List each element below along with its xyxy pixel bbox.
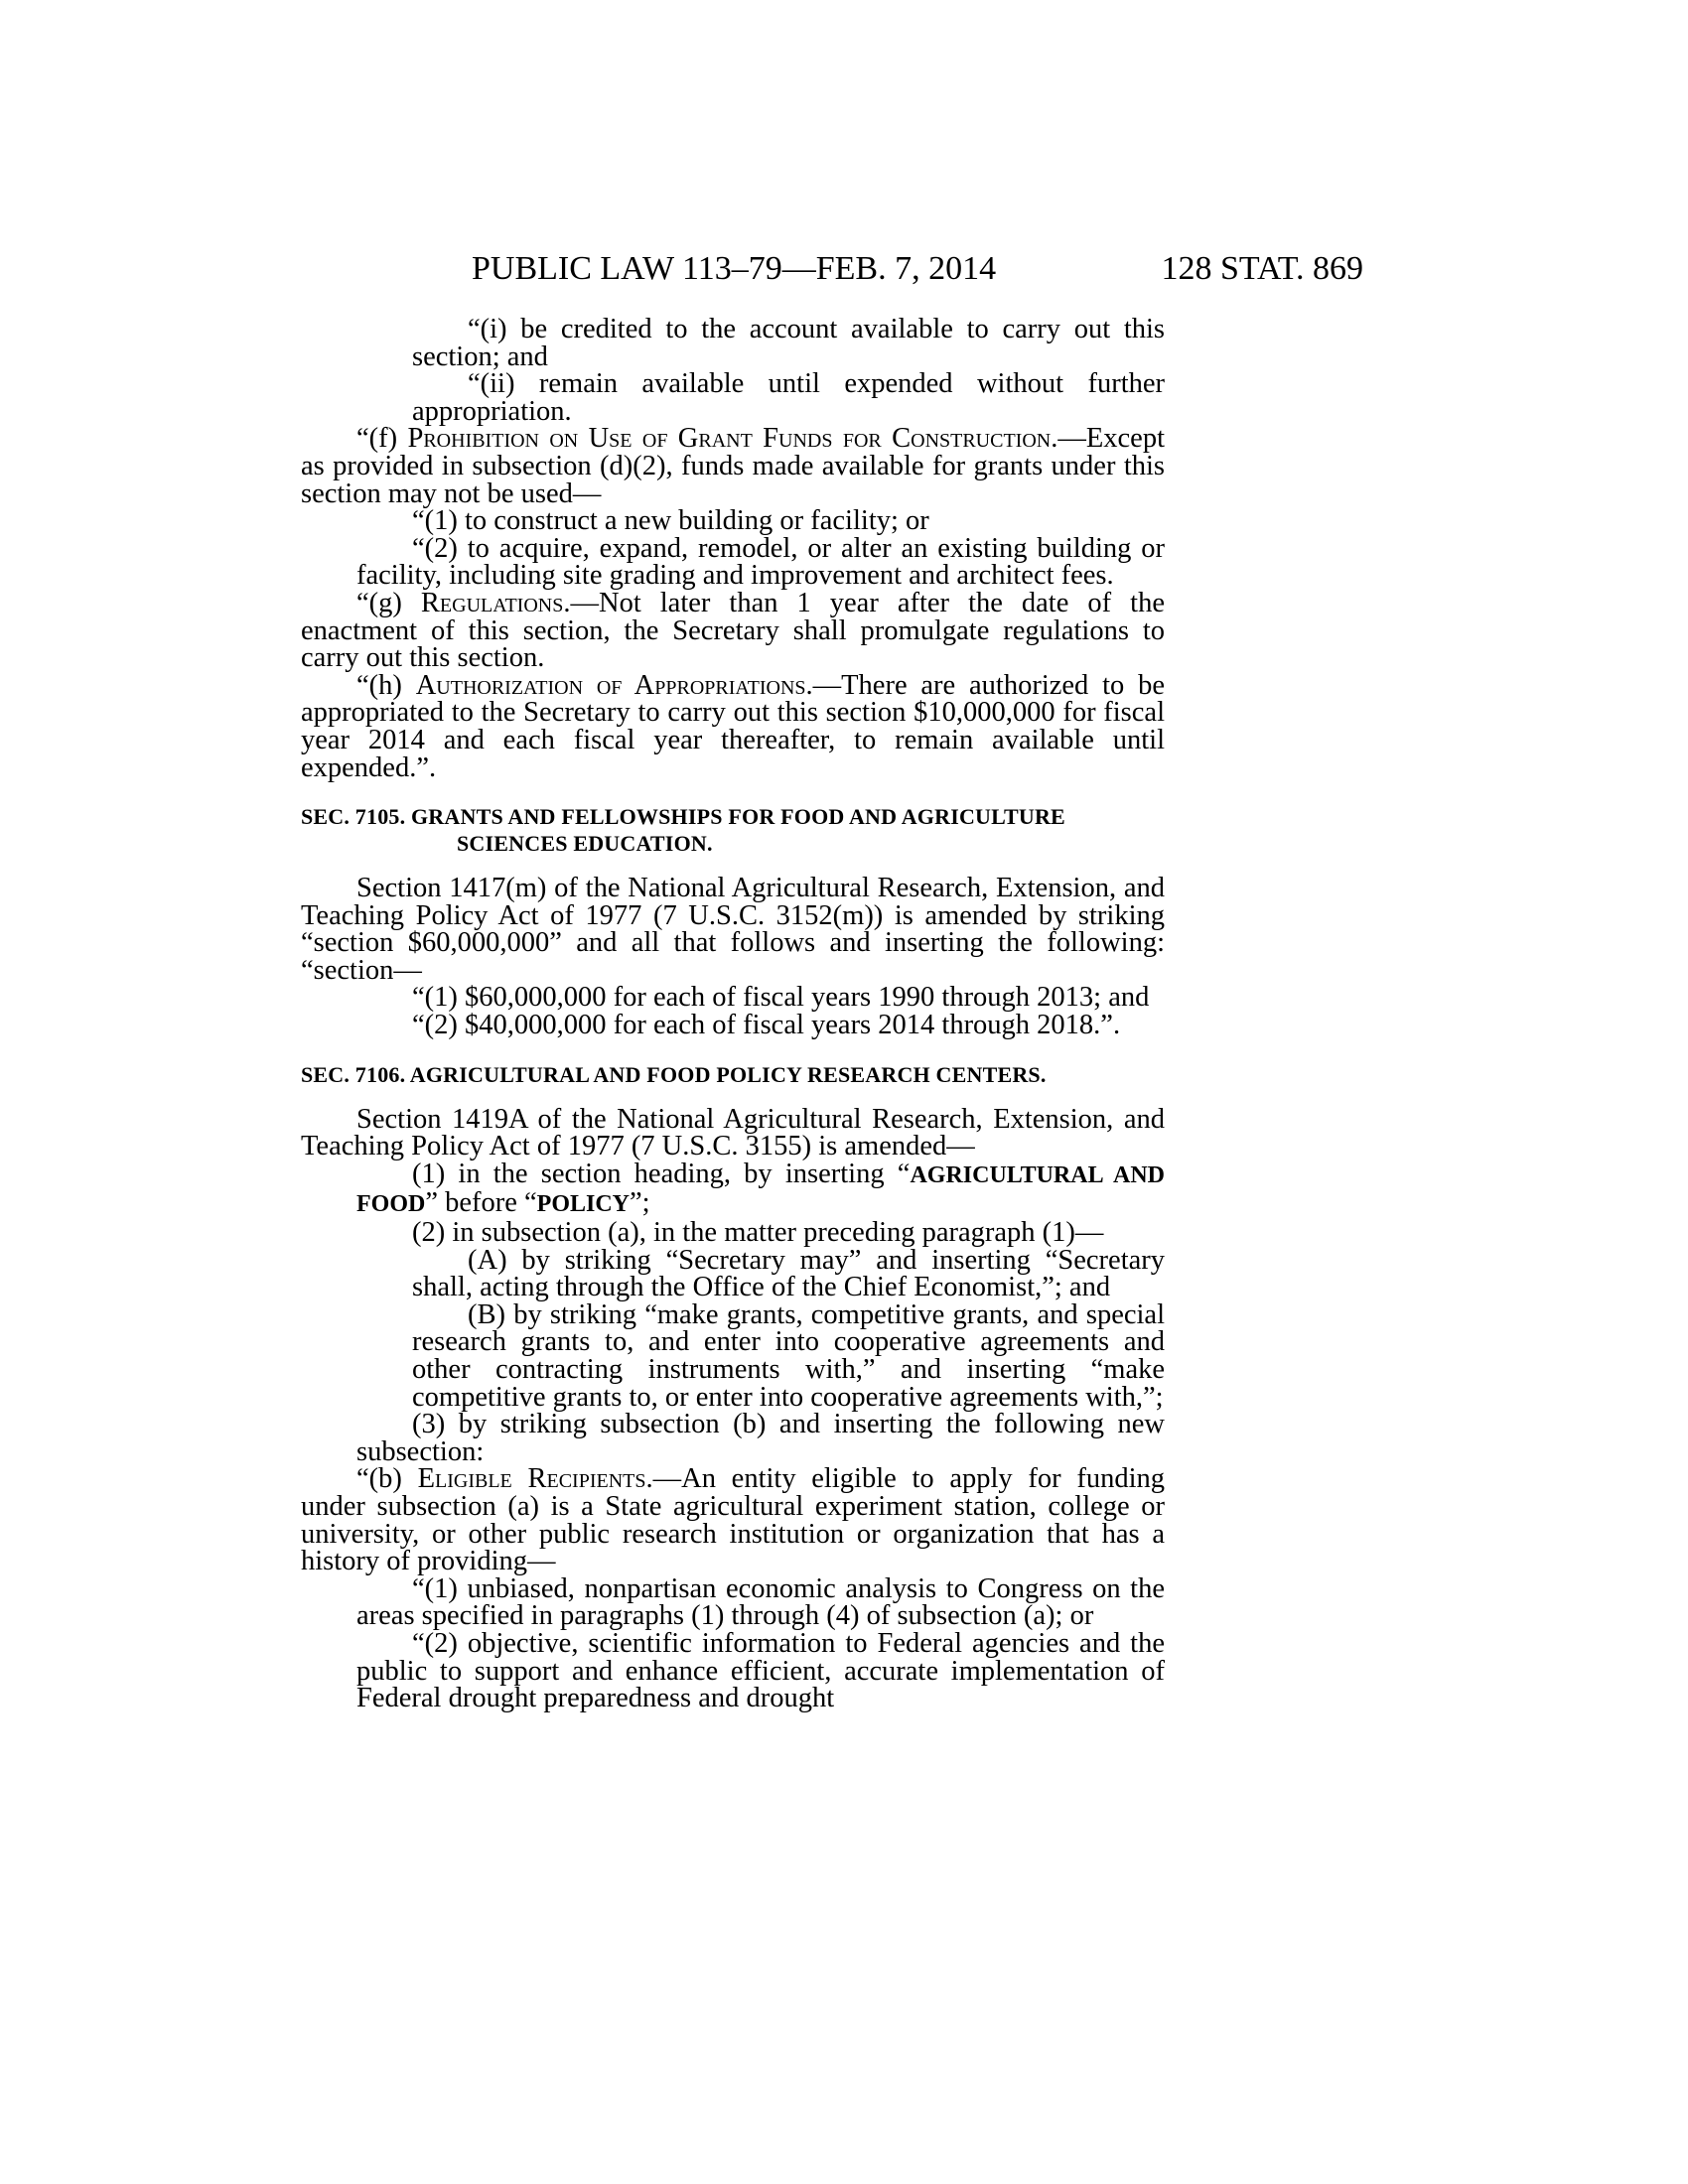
section-7106-text: Section 1419A of the National Agricultural Research, Extension, and Teaching Policy Act of 1977 (7 U.S.C. 3155) is amended— [301,1103,1165,1162]
subsection-h-heading: Authorization of Appropriations [415,669,806,701]
para-1-text-a: (1) in the section heading, by inserting “ [412,1158,911,1189]
para-1-text-b: ” before “ [425,1187,537,1219]
section-7106-para-1 [301,1160,1165,1219]
para-e-ii: “(ii) remain available until expended without further appropriation. [412,368,1165,427]
section-7105-text: Section 1417(m) of the National Agricultural Research, Extension, and Teaching Policy Act of 1977 (7 U.S.C. 3152(m)) is amended by striking “section $60,000,000” and all that follows and inserting the following: “section— [301,873,1165,986]
subsection-h-marker: “(h) [356,669,416,701]
section-7106-para-3: (3) by striking subsection (b) and inserting the following new subsection: [356,1409,1165,1467]
para-1-bold-policy: POLICY [536,1191,631,1218]
page-header-stat-citation: 128 STAT. 869 [1161,250,1363,287]
subsection-h-text: .—There are authorized to be appropriated to the Secretary to carry out this section $10,000,000 for fiscal year 2014 and each fiscal year thereafter, to remain available until expended.”. [301,669,1165,783]
subsection-b [301,1463,1165,1577]
subsection-g-marker: “(g) [356,587,421,618]
para-f-1: “(1) to construct a new building or facility; or [412,505,929,537]
subsection-b-text: .—An entity eligible to apply for funding under subsection (a) is a State agricultural experiment station, college or university, or other public research institution or organization that has a history of providing— [301,1463,1165,1577]
para-b-1: “(1) unbiased, nonpartisan economic analysis to Congress on the areas specified in paragraphs (1) through (4) of subsection (a); or [356,1572,1165,1632]
subsection-g [301,587,1165,674]
para-b-2: “(2) objective, scientific information to Federal agencies and the public to support and enhance efficient, accurate implementation of Federal drought preparedness and drought [356,1627,1165,1714]
subsection-b-heading: Eligible Recipients [417,1463,646,1495]
page-header-title: PUBLIC LAW 113–79—FEB. 7, 2014 [472,250,997,287]
subsection-g-heading: Regulations [420,587,564,618]
subsection-g-text: .—Not later than 1 year after the date of the enactment of this section, the Secretary shall promulgate regulations to carry out this section. [301,587,1165,674]
section-7106-para-2: (2) in subsection (a), in the matter preceding paragraph (1)— [412,1217,1104,1249]
para-1-bold-agricultural-and-food: AGRICULTURAL AND FOOD [356,1161,1165,1218]
section-7105-heading: SEC. 7105. GRANTS AND FELLOWSHIPS FOR FOOD AND AGRICULTURE SCIENCES EDUCATION. [301,804,1065,857]
subsection-f-text: .—Except as provided in subsection (d)(2), funds made available for grants under this section may not be used— [301,423,1165,509]
section-7106-para-2-A: (A) by striking “Secretary may” and inserting “Secretary shall, acting through the Office of the Chief Economist,”; and [412,1244,1165,1303]
subsection-h [301,669,1165,783]
para-f-2: “(2) to acquire, expand, remodel, or alter an existing building or facility, including site grading and improvement and architect fees. [356,532,1165,592]
subsection-f [301,425,1165,507]
para-e-i: “(i) be credited to the account available to carry out this section; and [412,314,1165,372]
document-body [301,316,1165,1712]
section-7106-para-2-B: (B) by striking “make grants, competitive grants, and special research grants to, and enter into cooperative agreements and other contracting instruments with,” and inserting “make competitive grants to, or enter into cooperative agreements with,”; [412,1298,1165,1413]
para-1-text-c: ”; [630,1187,650,1219]
subsection-f-heading: Prohibition on Use of Grant Funds for Construction [407,423,1052,455]
subsection-f-marker: “(f) [356,423,408,455]
section-7105-para-1: “(1) $60,000,000 for each of fiscal years 1990 through 2013; and [412,982,1150,1014]
section-7106-heading: SEC. 7106. AGRICULTURAL AND FOOD POLICY RESEARCH CENTERS. [301,1061,1047,1087]
section-7105-para-2: “(2) $40,000,000 for each of fiscal years 2014 through 2018.”. [412,1010,1121,1041]
subsection-b-marker: “(b) [356,1463,418,1495]
